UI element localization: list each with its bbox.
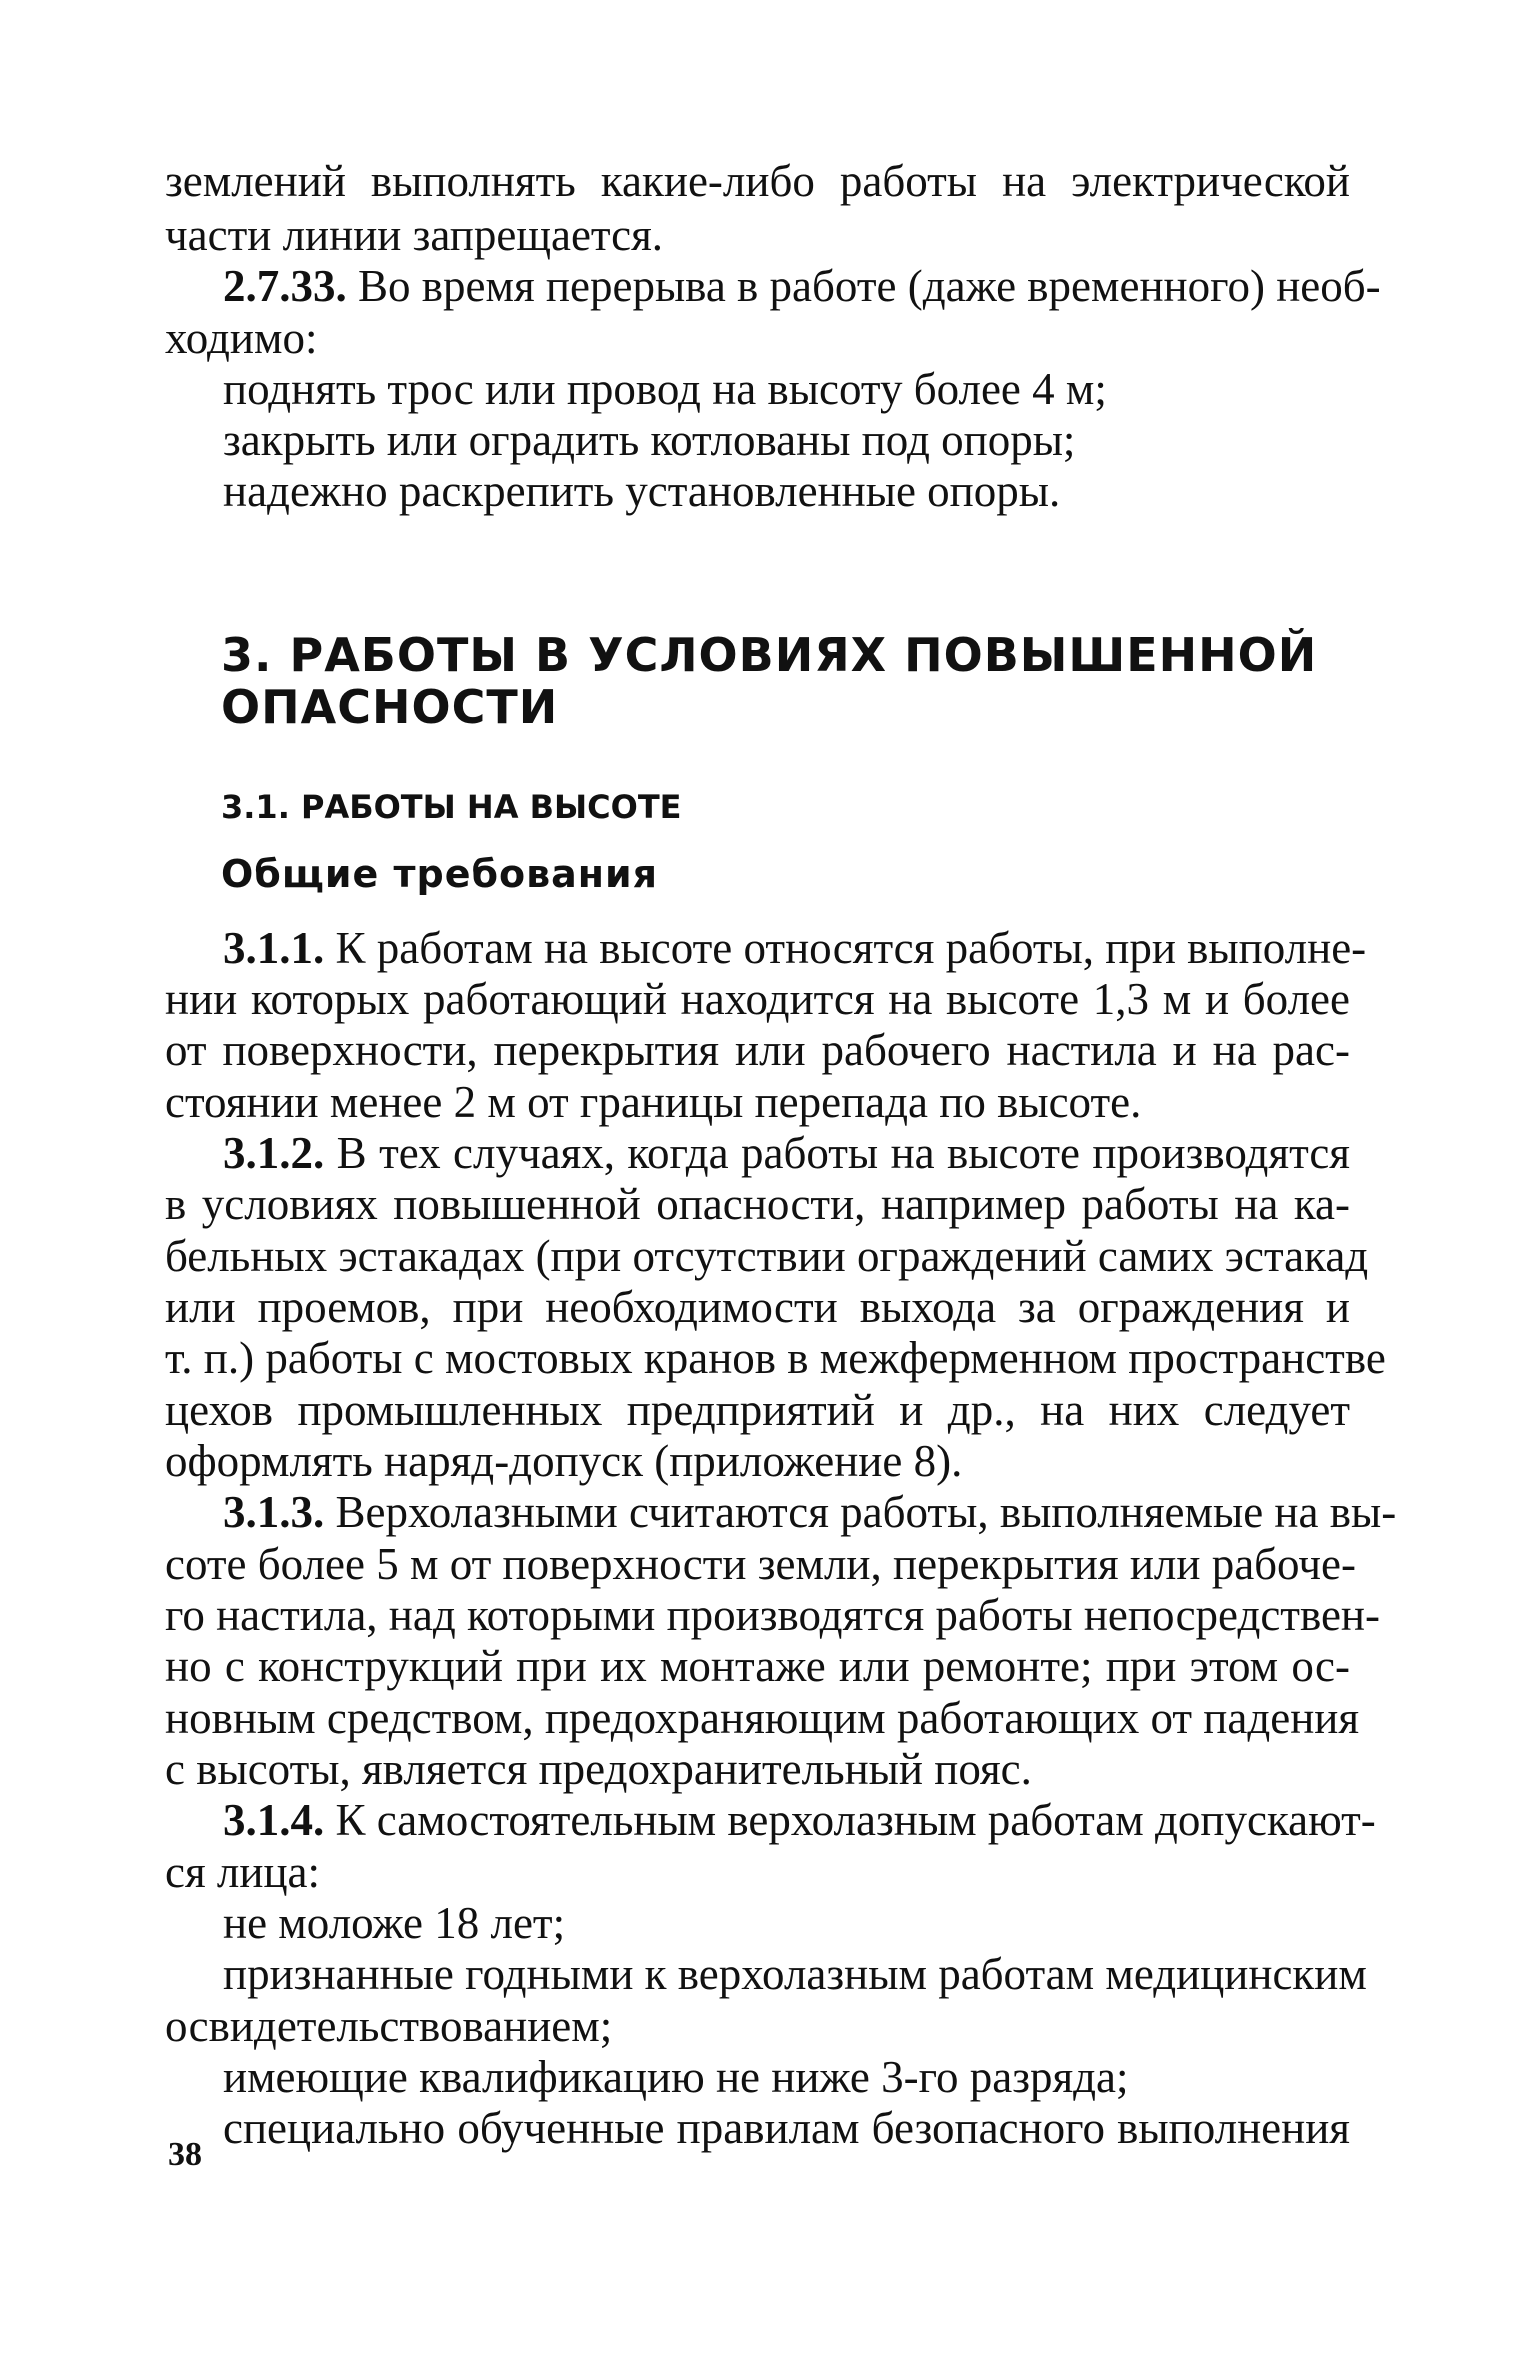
- paragraph-2-7-33: 2.7.33. Во время перерыва в работе (даже временного) необ-: [223, 261, 1381, 311]
- text-line: бельных эстакадах (при отсутствии ограждений самих эстакад: [165, 1231, 1369, 1281]
- group-heading: Общие требования: [221, 852, 659, 896]
- list-item: признанные годными к верхолазным работам медицинским: [223, 1949, 1367, 1999]
- text-line: землений выполнять какие-либо работы на электрической: [165, 156, 1350, 206]
- text-line: оформлять наряд-допуск (приложение 8).: [165, 1436, 963, 1486]
- text-line: с высоты, является предохранительный пояс.: [165, 1744, 1032, 1794]
- clause-number: 3.1.3.: [223, 1487, 325, 1537]
- text-line: стоянии менее 2 м от границы перепада по высоте.: [165, 1077, 1142, 1127]
- list-item: закрыть или оградить котлованы под опоры;: [223, 415, 1076, 465]
- text-line: от поверхности, перекрытия или рабочего настила и на рас-: [165, 1025, 1350, 1075]
- text-line: т. п.) работы с мостовых кранов в межферменном пространстве: [165, 1333, 1386, 1383]
- text-line: ходимо:: [165, 313, 318, 363]
- paragraph-3-1-4: 3.1.4. К самостоятельным верхолазным работам допускают-: [223, 1795, 1376, 1845]
- clause-number: 3.1.4.: [223, 1795, 325, 1845]
- text-line: освидетельствованием;: [165, 2001, 613, 2051]
- paragraph-3-1-3: 3.1.3. Верхолазными считаются работы, выполняемые на вы-: [223, 1487, 1397, 1537]
- text-line: соте более 5 м от поверхности земли, перекрытия или рабоче-: [165, 1539, 1356, 1589]
- list-item: надежно раскрепить установленные опоры.: [223, 466, 1061, 516]
- list-item: поднять трос или провод на высоту более 4 м;: [223, 364, 1107, 414]
- subsection-heading: 3.1. РАБОТЫ НА ВЫСОТЕ: [221, 788, 682, 826]
- text-line: но с конструкций при их монтаже или ремонте; при этом ос-: [165, 1641, 1350, 1691]
- list-item: специально обученные правилам безопасного выполнения: [223, 2103, 1350, 2153]
- paragraph-3-1-2: 3.1.2. В тех случаях, когда работы на высоте производятся: [223, 1128, 1350, 1178]
- text-line: цехов промышленных предприятий и др., на них следует: [165, 1385, 1350, 1435]
- page-number: 38: [168, 2136, 202, 2173]
- section-heading-continued: ОПАСНОСТИ: [221, 680, 559, 734]
- text-line: ся лица:: [165, 1847, 321, 1897]
- paragraph-3-1-1: 3.1.1. К работам на высоте относятся работы, при выполне-: [223, 923, 1367, 973]
- text-line: нии которых работающий находится на высоте 1,3 м и более: [165, 974, 1350, 1024]
- text-line: или проемов, при необходимости выхода за ограждения и: [165, 1282, 1350, 1332]
- list-item: не моложе 18 лет;: [223, 1898, 566, 1948]
- text-line: новным средством, предохраняющим работающих от падения: [165, 1693, 1360, 1743]
- text-line: в условиях повышенной опасности, например работы на ка-: [165, 1179, 1350, 1229]
- text-line: части линии запрещается.: [165, 210, 664, 260]
- list-item: имеющие квалификацию не ниже 3-го разряда;: [223, 2052, 1129, 2102]
- clause-number: 2.7.33.: [223, 261, 347, 311]
- section-heading: 3. РАБОТЫ В УСЛОВИЯХ ПОВЫШЕННОЙ: [221, 628, 1318, 682]
- clause-number: 3.1.1.: [223, 923, 325, 973]
- text-line: го настила, над которыми производятся работы непосредствен-: [165, 1590, 1380, 1640]
- clause-number: 3.1.2.: [223, 1128, 325, 1178]
